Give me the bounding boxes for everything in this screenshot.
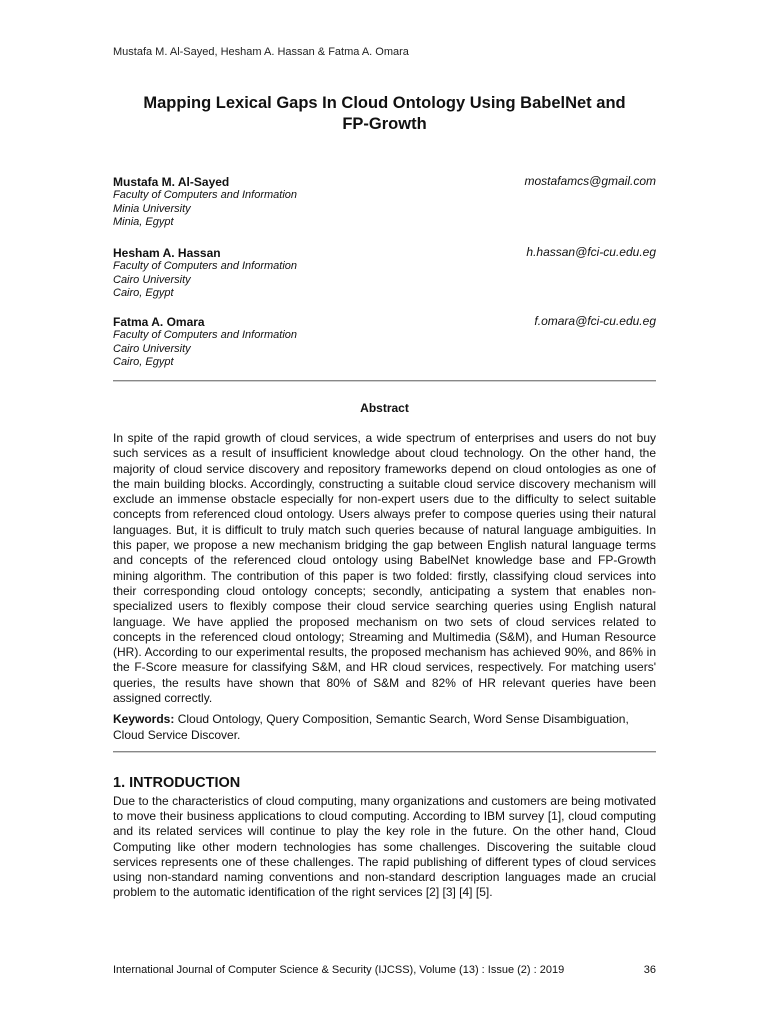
author-affiliation: Cairo, Egypt (113, 356, 174, 368)
author-name: Hesham A. Hassan (113, 246, 221, 260)
author-affiliation: Cairo University (113, 342, 191, 355)
author-affiliation: Cairo, Egypt (113, 287, 174, 299)
author-affiliation: Faculty of Computers and Information (113, 329, 298, 341)
page-number: 36 (643, 964, 656, 976)
keywords (113, 712, 656, 743)
horizontal-rule (113, 751, 656, 753)
author-affiliation: Faculty of Computers and Information (113, 260, 298, 272)
author-block (113, 246, 656, 301)
running-head: Mustafa M. Al-Sayed, Hesham A. Hassan & Fatma A. Omara (113, 46, 409, 58)
keywords-label: Keywords: (113, 712, 175, 726)
abstract-heading: Abstract (360, 401, 409, 415)
abstract-text: In spite of the rapid growth of cloud services, a wide spectrum of enterprises and users do not buy such services as a result of insufficient knowledge about cloud technology. On the other hand, the majority of cloud service discovery and repository frameworks depend on cloud ontologies as one of the main building blocks. Accordingly, constructing a suitable cloud service discovery mechanism will exclude an immense obstacle especially for non-expert users due to the difficulty to select suitable concepts from referenced cloud ontology. Users always prefer to compose queries using their natural languages. But, it is difficult to truly match such queries because of natural language ambiguities. In this paper, we propose a new mechanism bridging the gap between English natural language terms and concepts of the referenced cloud ontology using BabelNet knowledge base and FP-Growth mining algorithm. The contribution of this paper is two folded: firstly, classifying cloud services into their corresponding cloud ontology concepts; secondly, anticipating a system that enables non-specialized users to flexibly compose their cloud service searching queries using English natural language. We have applied the proposed mechanism on two sets of cloud services related to concepts in the referenced cloud ontology; Streaming and Multimedia (S&M), and Human Resource (HR). According to our experimental results, the proposed mechanism has achieved 90%, and 86% in the F-Score measure for classifying S&M, and HR cloud services, respectively. For matching users' queries, the results have shown that 80% of S&M and 82% of HR relevant queries have been assigned correctly. (113, 431, 656, 706)
author-name: Fatma A. Omara (113, 315, 205, 329)
author-affiliation: Cairo University (113, 273, 191, 286)
author-block (113, 175, 656, 230)
author-affiliation: Minia, Egypt (113, 216, 174, 228)
section-heading-introduction: 1. INTRODUCTION (113, 775, 241, 791)
author-affiliation: Faculty of Computers and Information (113, 189, 298, 201)
author-email[interactable]: f.omara@fci-cu.edu.eg (534, 314, 656, 328)
author-block (113, 315, 656, 370)
footer-journal: International Journal of Computer Science & Security (IJCSS), Volume (13) : Issue (2) : 2019 (113, 964, 565, 976)
title-line-1: Mapping Lexical Gaps In Cloud Ontology Using BabelNet and (143, 94, 626, 112)
horizontal-rule (113, 380, 656, 382)
author-name: Mustafa M. Al-Sayed (113, 175, 230, 189)
author-email[interactable]: mostafamcs@gmail.com (524, 174, 656, 188)
introduction-text: Due to the characteristics of cloud computing, many organizations and customers are being motivated to move their business applications to cloud computing. According to IBM survey [1], cloud computing and its related services will continue to play the key role in the future. On the other hand, Cloud Computing like other modern technologies has some challenges. Discovering the suitable cloud services represents one of these challenges. The rapid publishing of different types of cloud services using non-standard naming conventions and non-standard description languages made an crucial problem to the automatic identification of the right services [2] [3] [4] [5]. (113, 794, 656, 900)
paper-title (113, 93, 656, 135)
title-line-2: FP-Growth (342, 115, 427, 133)
author-email[interactable]: h.hassan@fci-cu.edu.eg (526, 245, 656, 259)
keywords-text: Cloud Ontology, Query Composition, Semantic Search, Word Sense Disambiguation, Cloud Service Discover. (113, 712, 629, 742)
author-affiliation: Minia University (113, 202, 191, 215)
